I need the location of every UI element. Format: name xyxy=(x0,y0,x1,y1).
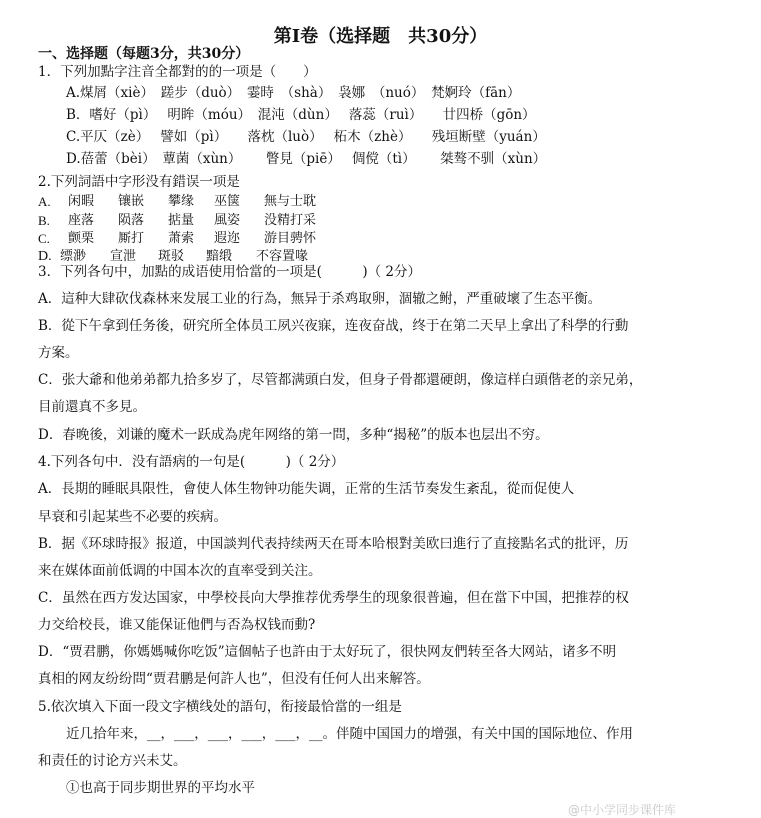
option-word: 座落 xyxy=(68,213,95,228)
option-word: 攀缘 xyxy=(168,194,195,209)
exam-part-title: 第Ⅰ卷（选择题 共30分） xyxy=(273,26,488,47)
question-3-option-d: D．春晚後，刘谦的魔术一跃成為虎年网络的第一問，多种“揭秘”的版本也层出不穷。 xyxy=(38,427,549,443)
option-word: 游目骋怀 xyxy=(264,231,317,246)
question-4-stem: 4.下列各句中．没有語病的一句是( )（ 2分） xyxy=(38,454,345,470)
question-2-stem: 2.下列詞語中字形没有錯误一项是 xyxy=(38,174,240,190)
question-3-option-b: B．從下午拿到任务後，研究所全体员工夙兴夜寐，连夜奋战，终于在第二天早上拿出了科學的行動 xyxy=(38,318,629,334)
question-5-item-1: ①也高于同步期世界的平均水平 xyxy=(66,780,255,796)
option-word: 镶嵌 xyxy=(118,194,145,209)
watermark: @中小学同步课件库 xyxy=(568,803,677,817)
option-word: 缥渺 xyxy=(60,249,87,264)
option-word: 斑驳 xyxy=(158,249,185,264)
question-1-option-c: C.平仄（zè） 譬如（pì） 落枕（luò） 柘木（zhè） 残垣断壁（yuán） xyxy=(66,129,546,145)
option-word: 掂量 xyxy=(168,213,195,228)
question-3-option-a: A．這种大肆砍伐森林来发展工业的行為，無异于杀鸡取卵，涸辙之鲋，严重破壞了生态平衡。 xyxy=(38,291,602,307)
question-4-option-c-cont: 力交给校長，谁又能保证他們与否為权钱而動? xyxy=(38,617,316,633)
option-letter: D. xyxy=(38,249,52,264)
question-3-option-b-cont: 方案。 xyxy=(38,345,79,361)
option-word: 颤栗 xyxy=(68,231,95,246)
option-word: 萧索 xyxy=(168,231,195,246)
question-1-option-a: A.煤屑（xiè） 蹉步（duò） 霎時 （shà） 袅娜 （nuó） 梵婀玲（fān） xyxy=(66,85,521,101)
question-3-option-c: C．张大爺和他弟弟都九拾多岁了，尽管都满頭白发，但身子骨都還硬朗，像這样白頭偕老的亲兄弟， xyxy=(38,372,643,388)
option-word: 闲暇 xyxy=(68,194,95,209)
option-word: 遐迩 xyxy=(214,231,241,246)
question-4-option-a-cont: 早衰和引起某些不必要的疾病。 xyxy=(38,509,227,525)
option-word: 厮打 xyxy=(118,231,145,246)
question-5-passage: 近几拾年来，__，___，___，___，___，__。伴随中国国力的增强，有关中国的国际地位、作用 xyxy=(66,726,633,742)
option-word: 無与士耽 xyxy=(264,194,317,209)
option-word: 巫箧 xyxy=(214,194,241,209)
question-4-option-d: D．“贾君鹏，你媽媽喊你吃饭”這個帖子也許由于太好玩了，很快网友們转至各大网站，诸多不明 xyxy=(38,644,617,660)
question-1-stem: 1．下列加點字注音全都對的的一项是（ ） xyxy=(38,64,317,80)
option-word: 不容置喙 xyxy=(256,249,309,264)
question-4-option-d-cont: 真相的网友纷纷問“贾君鹏是何許人也”，但没有任何人出来解答。 xyxy=(38,671,430,687)
question-4-option-c: C．虽然在西方发达国家，中學校長向大學推荐优秀學生的现象很普遍，但在當下中国，把推荐的权 xyxy=(38,590,629,606)
question-1-option-b: B．嗜好（pì） 明眸（móu） 混沌（dùn） 落蕊（ruì） 廿四桥（gōn） xyxy=(66,107,536,123)
option-word: 宣泄 xyxy=(110,249,137,264)
option-word: 没精打采 xyxy=(264,213,317,228)
option-word: 黯缎 xyxy=(206,249,233,264)
option-letter: C. xyxy=(38,231,50,246)
option-letter: B. xyxy=(38,213,50,228)
question-5-stem: 5.依次填入下面一段文字横线处的語句，衔接最恰當的一组是 xyxy=(38,699,402,715)
question-4-option-b: B．据《环球時报》报道，中国談判代表持续两天在哥本哈根對美欧曰進行了直接點名式的批评，历 xyxy=(38,536,629,552)
question-4-option-a: A．長期的睡眠具限性，會使人体生物钟功能失调，正常的生活节奏发生紊乱，從而促使人 xyxy=(38,481,575,497)
question-1-option-d: D.蓓蕾（bèi） 蕈菌（xùn） 瞥見（piē） 倜傥（tì） 桀骜不驯（xùn） xyxy=(66,151,547,167)
option-word: 陨落 xyxy=(118,213,145,228)
option-word: 風姿 xyxy=(214,213,241,228)
question-3-option-c-cont: 目前還真不多見。 xyxy=(38,399,146,415)
section-heading: 一、选择题（每题3分，共30分） xyxy=(38,46,250,62)
question-3-stem: 3．下列各句中，加點的成语使用恰當的一项是( )（ 2分） xyxy=(38,264,422,280)
option-letter: A. xyxy=(38,194,51,209)
question-5-passage-cont: 和责任的讨论方兴未艾。 xyxy=(38,753,187,769)
question-4-option-b-cont: 来在媒体面前低调的中国本次的直率受到关注。 xyxy=(38,563,322,579)
